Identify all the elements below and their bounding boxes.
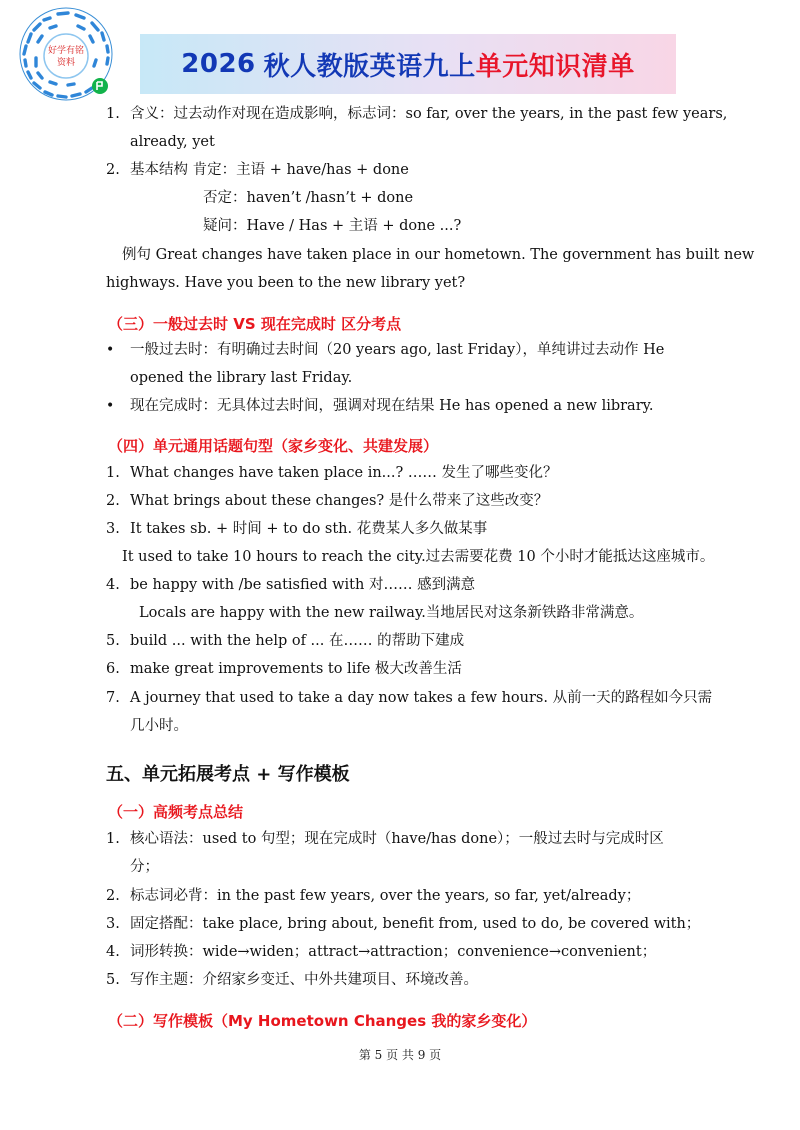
bullet-icon: • bbox=[106, 398, 115, 414]
list-item-continued: 分； bbox=[130, 859, 159, 875]
svg-text:资料: 资料 bbox=[56, 58, 76, 68]
list-number: 6. bbox=[106, 661, 120, 677]
section-heading: （四）单元通用话题句型（家乡变化、共建发展） bbox=[108, 437, 439, 455]
list-number: 3. bbox=[106, 521, 120, 537]
chapter-heading: 五、单元拓展考点 + 写作模板 bbox=[106, 764, 350, 785]
list-number: 1. bbox=[106, 465, 120, 481]
list-number: 4. bbox=[106, 944, 120, 960]
list-item: It takes sb. + 时间 + to do sth. 花费某人多久做某事 bbox=[130, 521, 488, 537]
page-number: 第 5 页 共 9 页 bbox=[358, 1048, 442, 1062]
list-item: What brings about these changes? 是什么带来了这些改变？ bbox=[130, 493, 549, 509]
section-heading: （一）高频考点总结 bbox=[108, 803, 244, 821]
list-number: 2. bbox=[106, 493, 120, 509]
list-number: 7. bbox=[106, 690, 120, 706]
title-part3: 单元知识清单 bbox=[475, 51, 635, 82]
list-number: 1. bbox=[106, 106, 120, 122]
title-year: 2026 bbox=[181, 49, 256, 79]
list-number: 2. bbox=[106, 162, 120, 178]
list-item: build ... with the help of ... 在…… 的帮助下建成 bbox=[130, 633, 465, 649]
list-number: 3. bbox=[106, 916, 120, 932]
list-number: 5. bbox=[106, 972, 120, 988]
svg-text:好学有铭: 好学有铭 bbox=[47, 46, 85, 56]
list-item: 含义：过去动作对现在造成影响，标志词：so far, over the years, in the past few years, bbox=[130, 106, 728, 122]
list-item: make great improvements to life 极大改善生活 bbox=[130, 661, 462, 677]
list-number: 1. bbox=[106, 831, 120, 847]
structure-question: 疑问：Have / Has + 主语 + done ...? bbox=[203, 218, 462, 234]
list-item: 固定搭配：take place, bring about, benefit from, used to do, be covered with； bbox=[130, 916, 701, 932]
list-number: 5. bbox=[106, 633, 120, 649]
list-item-continued: opened the library last Friday. bbox=[130, 370, 353, 386]
list-number: 2. bbox=[106, 888, 120, 904]
list-item: 现在完成时：无具体过去时间，强调对现在结果 He has opened a new library. bbox=[130, 398, 654, 414]
list-item: A journey that used to take a day now takes a few hours. 从前一天的路程如今只需 bbox=[130, 690, 713, 706]
bullet-icon: • bbox=[106, 342, 115, 358]
example-sentence: It used to take 10 hours to reach the city.过去需要花费 10 个小时才能抵达这座城市。 bbox=[122, 549, 715, 565]
list-item: 基本结构 肯定：主语 + have/has + done bbox=[130, 162, 409, 178]
list-item: 词形转换：wide→widen；attract→attraction；convenience→convenient； bbox=[130, 944, 657, 960]
list-item: What changes have taken place in...? …… 发生了哪些变化？ bbox=[130, 465, 558, 481]
brand-logo bbox=[14, 6, 118, 102]
section-heading: （三）一般过去时 VS 现在完成时 区分考点 bbox=[108, 315, 402, 333]
title-part2: 英语九上 bbox=[369, 51, 476, 82]
page-title-banner bbox=[140, 34, 676, 94]
title-part1: 秋人教版 bbox=[263, 51, 370, 82]
example-sentence: Locals are happy with the new railway.当地居民对这条新铁路非常满意。 bbox=[139, 605, 644, 621]
example-sentence: 例句 Great changes have taken place in our hometown. The government has built new bbox=[122, 247, 755, 263]
list-item: 一般过去时：有明确过去时间（20 years ago, last Friday），单纯讲过去动作 He bbox=[130, 342, 665, 358]
list-item: 标志词必背：in the past few years, over the years, so far, yet/already； bbox=[130, 888, 641, 904]
list-item: 写作主题：介绍家乡变迁、中外共建项目、环境改善。 bbox=[130, 972, 478, 988]
list-item-continued: already, yet bbox=[130, 134, 215, 150]
list-item: 核心语法：used to 句型；现在完成时（have/has done）；一般过去时与完成时区 bbox=[130, 831, 664, 847]
list-item-continued: 几小时。 bbox=[130, 718, 188, 734]
qr-code-icon bbox=[14, 6, 118, 102]
structure-negative: 否定：haven’t /hasn’t + done bbox=[203, 190, 414, 206]
list-item: be happy with /be satisfied with 对…… 感到满意 bbox=[130, 577, 476, 593]
section-heading: （二）写作模板（My Hometown Changes 我的家乡变化） bbox=[108, 1012, 537, 1030]
example-sentence-continued: highways. Have you been to the new library yet? bbox=[106, 275, 466, 291]
list-number: 4. bbox=[106, 577, 120, 593]
